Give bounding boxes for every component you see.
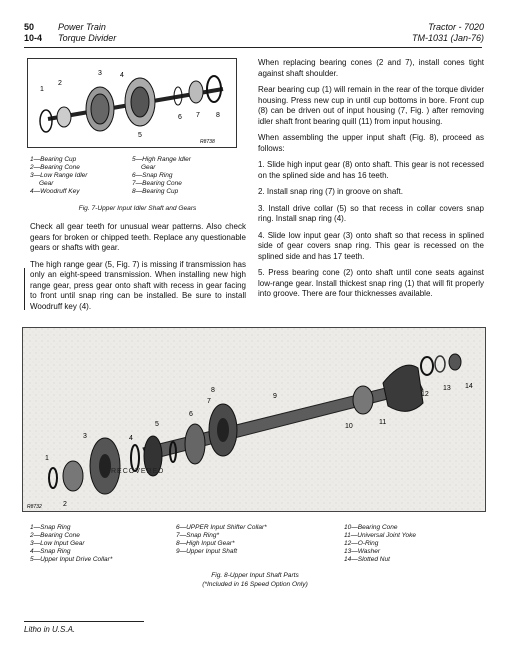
fig8-callout-6: 6 <box>189 411 193 418</box>
fig7-legend-item: 1—Bearing Cup <box>30 156 77 163</box>
fig7-legend-item: 8—Bearing Cup <box>132 188 179 195</box>
fig7-legend-left <box>30 156 87 196</box>
fig8-legend-item: 5—Upper Input Drive Collar* <box>30 556 113 563</box>
fig8-legend-item: 12—O-Ring <box>344 540 379 547</box>
right-paragraph: 2. Install snap ring (7) in groove on shaft. <box>258 187 403 196</box>
footer-rule <box>24 621 144 622</box>
fig8-code: R8732 <box>27 504 42 510</box>
right-paragraph: When replacing bearing cones (2 and 7), install cones tight against shaft shoulder. <box>258 58 484 78</box>
fig8-legend-item: 6—UPPER Input Shifter Collar* <box>176 524 267 531</box>
fig7-legend-item: Gear <box>39 180 54 187</box>
page-header <box>24 22 484 44</box>
fig7-illustration <box>27 58 237 148</box>
fig7-callout-4: 4 <box>120 72 124 79</box>
fig7-legend-item: 2—Bearing Cone <box>30 164 80 171</box>
fig8-legend-item: 1—Snap Ring <box>30 524 71 531</box>
fig7-callout-7: 7 <box>196 112 200 119</box>
fig8-legend-item: 14—Slotted Nut <box>344 556 390 563</box>
fig8-caption <box>130 572 380 589</box>
right-paragraph: Rear bearing cup (1) will remain in the rear of the torque divider housing. Press new cup in until cup bottoms in bore. Front cup (8) can be driven out of input housing (7, Fig. ) after removing idler shaft front bearing quill (11) from input housing. <box>258 85 484 126</box>
fig8-callout-1: 1 <box>45 455 49 462</box>
idler-shaft-drawing <box>28 59 236 147</box>
fig7-callout-1: 1 <box>40 86 44 93</box>
fig8-legend-item: 10—Bearing Cone <box>344 524 398 531</box>
fig7-legend-item: Gear <box>141 164 156 171</box>
fig8-callout-13: 13 <box>443 385 451 392</box>
right-paragraph: 1. Slide high input gear (8) onto shaft. This gear is not recessed on the splined side and has 16 teeth. <box>258 160 484 180</box>
fig7-callout-2: 2 <box>58 80 62 87</box>
manual-date: (Jan-76) <box>450 33 484 43</box>
fig7-callout-3: 3 <box>98 70 102 77</box>
fig8-legend-item: 11—Universal Joint Yoke <box>344 532 417 539</box>
manual-number: TM-1031 <box>411 33 448 43</box>
fig8-watermark: RECOVERED <box>111 468 165 475</box>
change-bar <box>24 268 25 310</box>
fig8-callout-8: 8 <box>211 387 215 394</box>
fig8-callout-12: 12 <box>421 391 429 398</box>
fig8-legend-col2 <box>176 524 267 556</box>
fig8-callout-10: 10 <box>345 423 353 430</box>
fig7-legend-item: 5—High Range Idler <box>132 156 191 163</box>
section-title: Power Train <box>58 22 106 32</box>
fig8-callout-2: 2 <box>63 501 67 508</box>
right-paragraph: When assembling the upper input shaft (Fig. 8), proceed as follows: <box>258 133 484 153</box>
fig8-callout-9: 9 <box>273 393 277 400</box>
fig8-callout-11: 11 <box>379 419 387 426</box>
left-text-column <box>30 222 246 318</box>
left-paragraph: The high range gear (5, Fig. 7) is missing if transmission has only an eight-speed transmission. When installing new high range gear, press gear onto shaft with recess in gear facing to front until snap ring can be installed. Be sure to install Woodruff key (4). <box>30 259 246 311</box>
fig7-legend-item: 6—Snap Ring <box>132 172 173 179</box>
fig8-callout-3: 3 <box>83 433 87 440</box>
fig8-caption-line2: (*Included in 16 Speed Option Only) <box>202 580 308 588</box>
fig8-legend-item: 4—Snap Ring <box>30 548 71 555</box>
fig7-callout-5: 5 <box>138 132 142 139</box>
fig8-photo <box>22 327 486 512</box>
fig8-legend-item: 3—Low Input Gear <box>30 540 85 547</box>
fig8-callout-14: 14 <box>465 383 473 390</box>
fig8-legend-item: 7—Snap Ring* <box>176 532 219 539</box>
tractor-title: Tractor - 7020 <box>428 22 484 32</box>
fig8-callout-4: 4 <box>129 435 133 442</box>
fig7-caption: Fig. 7-Upper Input Idler Shaft and Gears <box>78 205 197 212</box>
fig8-caption-line1: Fig. 8-Upper Input Shaft Parts <box>211 572 299 579</box>
fig7-code: R8738 <box>200 139 215 145</box>
subsection-number: 10-4 <box>24 33 43 43</box>
right-paragraph: 4. Slide low input gear (3) onto shaft so that recess in splined side of gear covers snap ring. This gear is recessed on the splined side and has 17 teeth. <box>258 230 484 261</box>
page-number: 50 <box>24 22 35 32</box>
fig8-callout-5: 5 <box>155 421 159 428</box>
left-paragraph: Check all gear teeth for unusual wear patterns. Also check gears for broken or chipped teeth. Replace any questionable gears or shafts with gear. <box>30 222 246 252</box>
right-paragraph: 5. Press bearing cone (2) onto shaft until cone seats against low-range gear. Install thickest snap ring (1) that will fit properly into groove. There are four thicknesses available. <box>258 268 484 298</box>
fig7-legend-item: 4—Woodruff Key <box>30 188 80 195</box>
right-text-column <box>258 58 484 306</box>
fig7-callout-6: 6 <box>178 114 182 121</box>
fig7-legend-right <box>132 156 191 196</box>
fig8-legend-item: 13—Washer <box>344 548 381 555</box>
fig8-legend-col1 <box>30 524 112 564</box>
input-shaft-parts-photo <box>23 328 485 511</box>
footer-litho: Litho in U.S.A. <box>24 625 76 634</box>
fig8-callout-7: 7 <box>207 398 211 405</box>
fig7-legend-item: 7—Bearing Cone <box>132 180 182 187</box>
header-rule <box>24 47 482 48</box>
right-paragraph: 3. Install drive collar (5) so that recess in collar covers snap ring. Install snap ring (4). <box>258 203 484 223</box>
fig8-legend-col3 <box>344 524 416 564</box>
fig8-legend-item: 2—Bearing Cone <box>30 532 80 539</box>
fig8-legend-item: 9—Upper Input Shaft <box>176 548 238 555</box>
fig7-legend-item: 3—Low Range Idler <box>30 172 88 179</box>
fig7-callout-8: 8 <box>216 112 220 119</box>
fig8-legend-item: 8—High Input Gear* <box>176 540 235 547</box>
subsection-title: Torque Divider <box>58 33 117 43</box>
